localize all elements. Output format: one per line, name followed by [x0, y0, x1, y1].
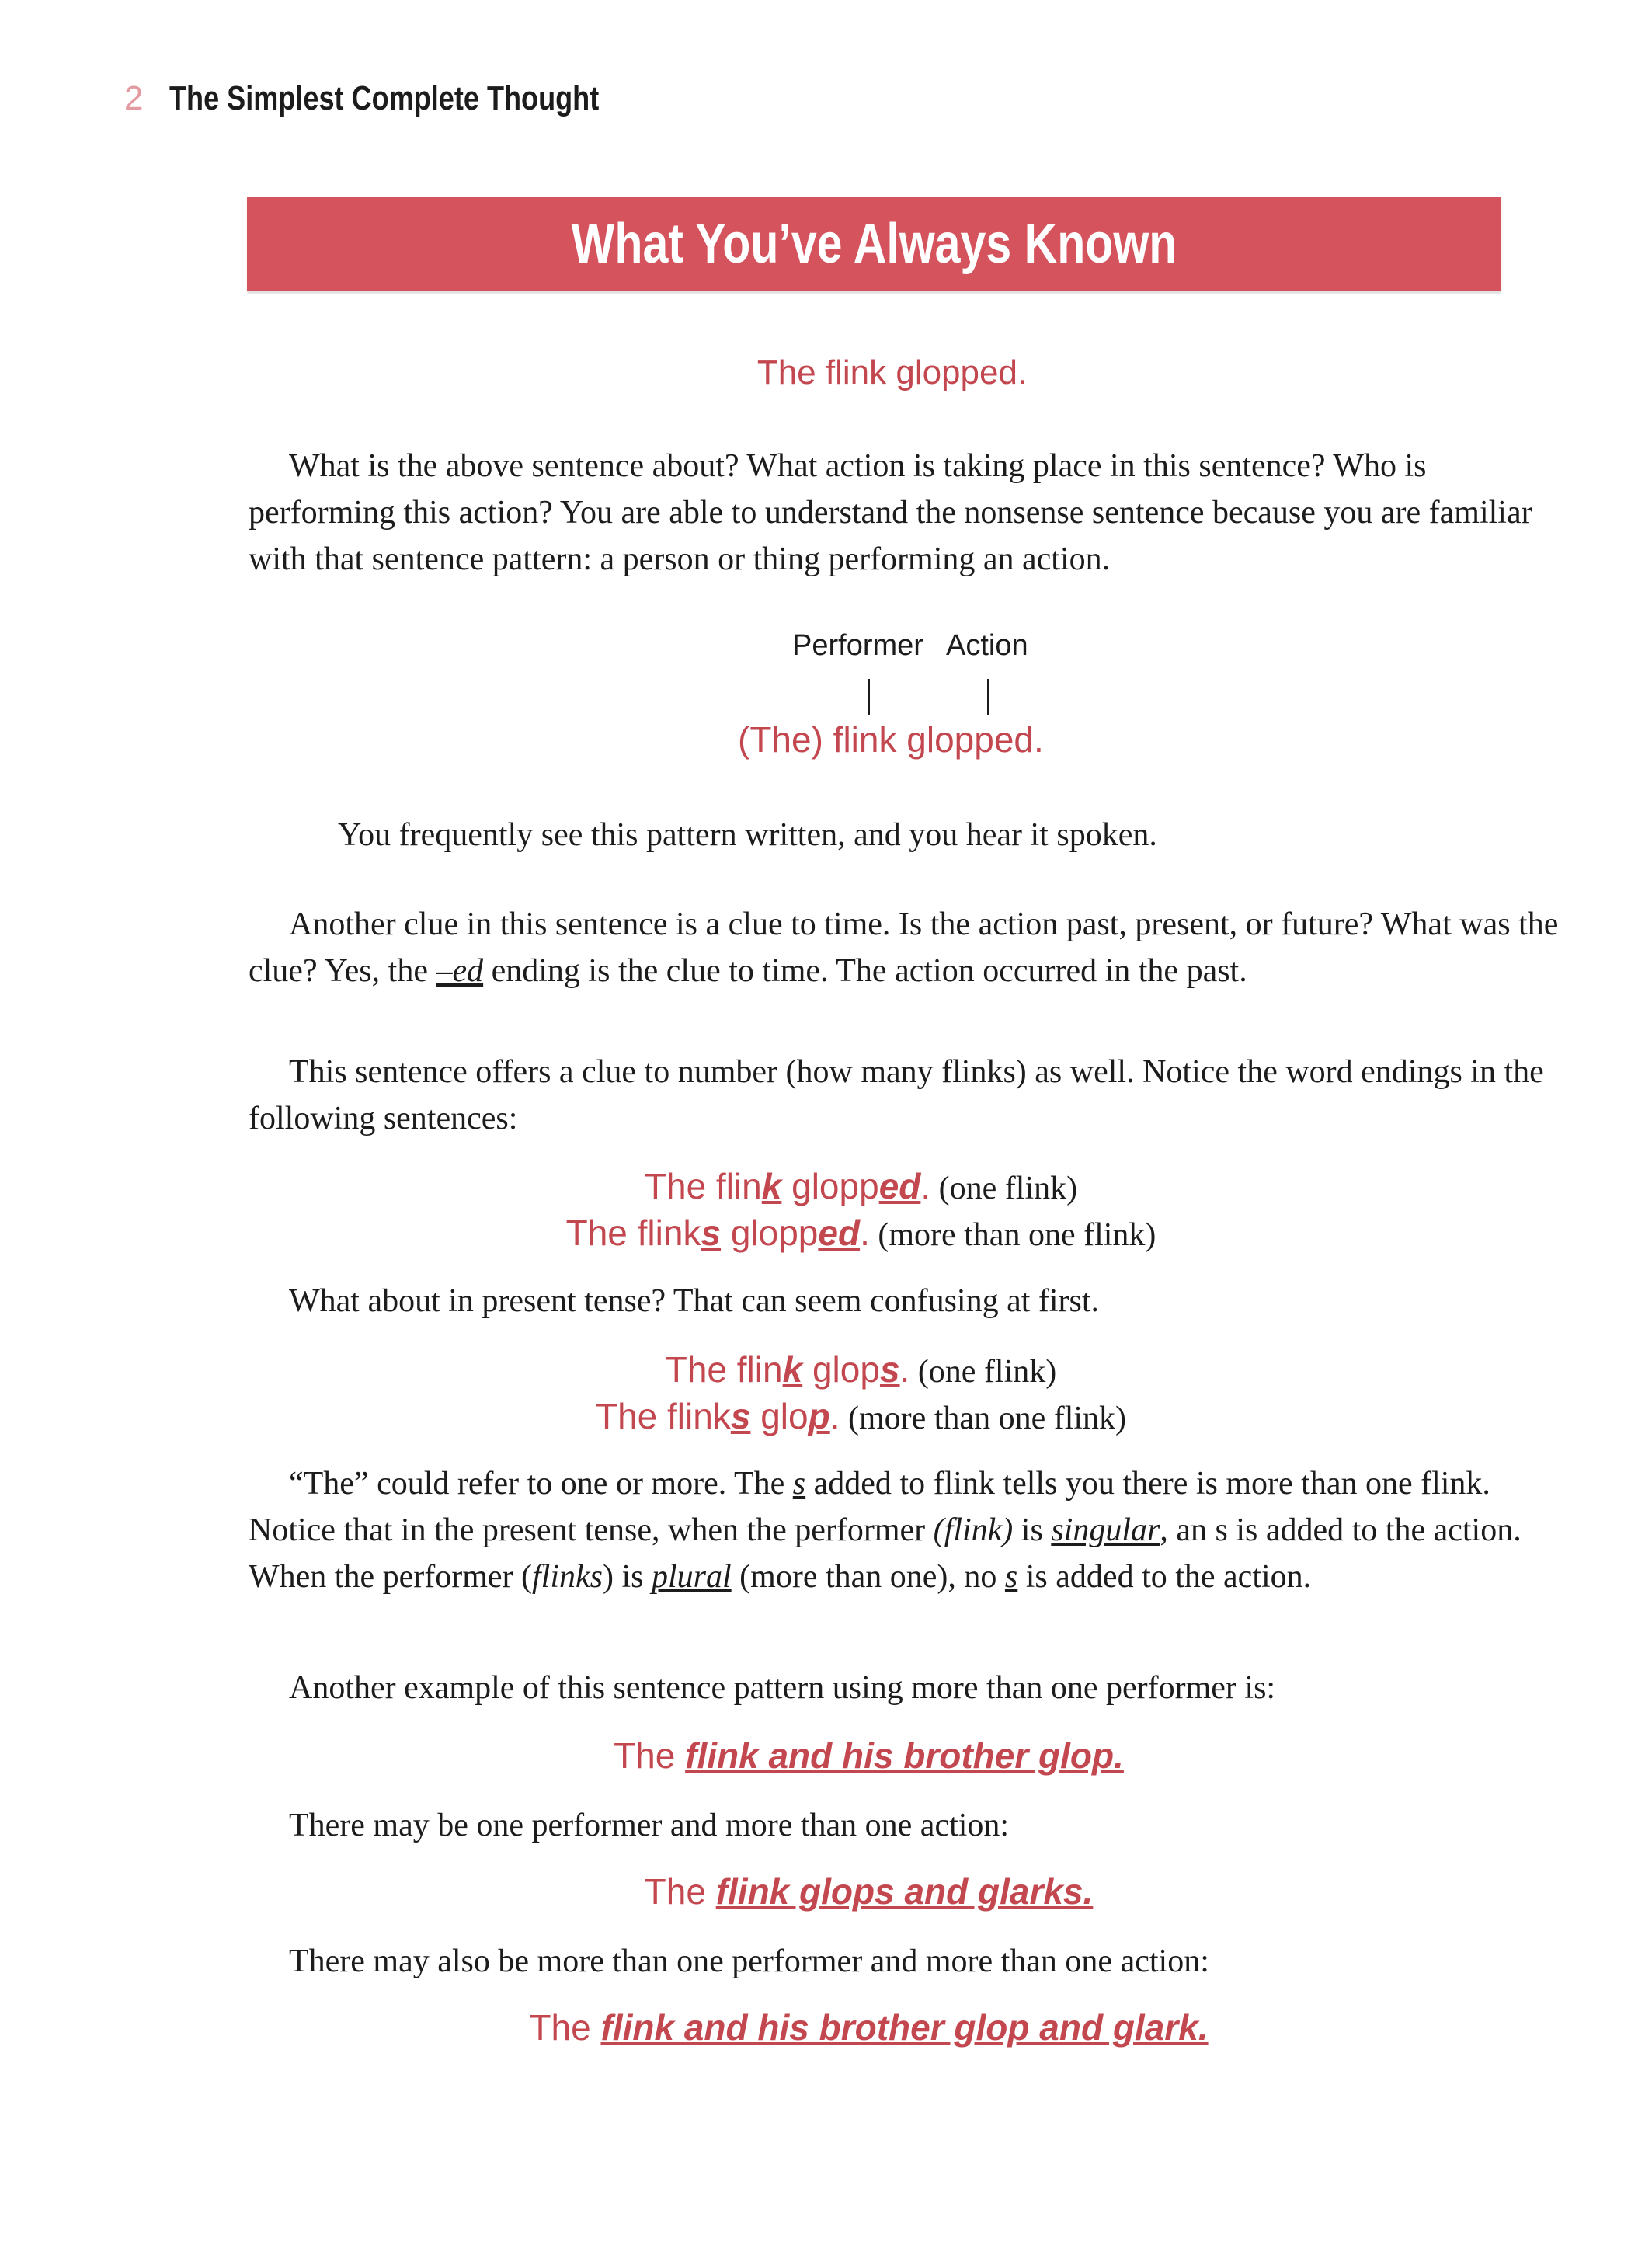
emphasis-ending: p — [808, 1396, 830, 1436]
paragraph-5-text: What about in present tense? That can seem confusing at first. — [289, 1283, 1100, 1319]
action-connector — [987, 679, 989, 715]
paragraph-5 — [289, 1278, 1617, 1324]
paragraph-3-text-a: Another clue in this sentence is a clue to time. Is the action past, present, or future? What was the clue? Yes, the — [249, 907, 1559, 989]
present-example-1: The flink glops. (one flink) — [665, 1349, 1057, 1390]
paragraph-7 — [289, 1665, 1617, 1711]
emphasis-ending: k — [782, 1349, 803, 1390]
paragraph-4-text: This sentence offers a clue to number (how many flinks) as well. Notice the word endings in the following sentences: — [249, 1054, 1544, 1136]
emphasis-phrase: flink glops and glarks. — [715, 1871, 1094, 1912]
emphasis-ending: ed — [818, 1213, 861, 1253]
paragraph-3-text-b: ending is the clue to time. The action occurred in the past. — [483, 953, 1247, 989]
emphasis-ending: s — [879, 1349, 900, 1390]
diagram-sentence: (The) flink glopped. — [738, 719, 1044, 760]
performer-connector — [868, 679, 870, 715]
emphasis-ending: s — [730, 1396, 751, 1436]
paragraph-8 — [289, 1802, 1617, 1849]
emphasis-phrase: flink and his brother glop and glark. — [600, 2007, 1209, 2048]
performer-label: Performer — [792, 629, 923, 662]
paragraph-3 — [249, 901, 1577, 994]
page-number: 2 — [124, 79, 144, 117]
multi-example-2: The flink glops and glarks. — [644, 1871, 1094, 1912]
example-sentence: The flink glopped. — [756, 353, 1028, 392]
past-example-1: The flink glopped. (one flink) — [644, 1166, 1078, 1206]
performer-action-diagram — [0, 629, 1652, 769]
past-example-2: The flinks glopped. (more than one flink) — [565, 1213, 1156, 1253]
multi-example-3: The flink and his brother glop and glark. — [529, 2007, 1209, 2048]
multi-example-1: The flink and his brother glop. — [614, 1735, 1124, 1776]
paragraph-2-text: You frequently see this pattern written, and you hear it spoken. — [338, 817, 1157, 853]
paragraph-8-text: There may be one performer and more than one action: — [289, 1808, 1010, 1843]
action-label: Action — [946, 629, 1028, 662]
emphasis-ending: k — [761, 1166, 782, 1206]
running-title: The Simplest Complete Thought — [169, 79, 600, 117]
section-banner — [247, 197, 1501, 291]
paragraph-1 — [249, 443, 1577, 583]
paragraph-9-text: There may also be more than one performer and more than one action: — [289, 1944, 1209, 1979]
paragraph-9 — [289, 1938, 1617, 1985]
ed-ending: –ed — [436, 953, 484, 989]
running-header — [124, 79, 694, 126]
paragraph-2 — [338, 812, 1652, 858]
paragraph-7-text: Another example of this sentence pattern using more than one performer is: — [289, 1670, 1276, 1706]
section-title: What You’ve Always Known — [571, 213, 1177, 275]
emphasis-ending: s — [701, 1213, 722, 1253]
emphasis-ending: ed — [878, 1166, 921, 1206]
present-example-2: The flinks glop. (more than one flink) — [595, 1396, 1127, 1436]
emphasis-phrase: flink and his brother glop. — [685, 1735, 1124, 1776]
paragraph-4 — [249, 1049, 1577, 1142]
paragraph-6: “The” could refer to one or more. The s added to flink tells you there is more than one flink. Notice that in the present tense, when the performer (flink) is singular, an s is added to the action. When the performer (flinks) is plural (more than one), no s is added to the action. — [249, 1466, 1522, 1595]
paragraph-1-text: What is the above sentence about? What action is taking place in this sentence? Who is performing this action? You are able to understand the nonsense sentence because you are familiar with that sentence pattern: a person or thing performing an action. — [249, 448, 1532, 577]
